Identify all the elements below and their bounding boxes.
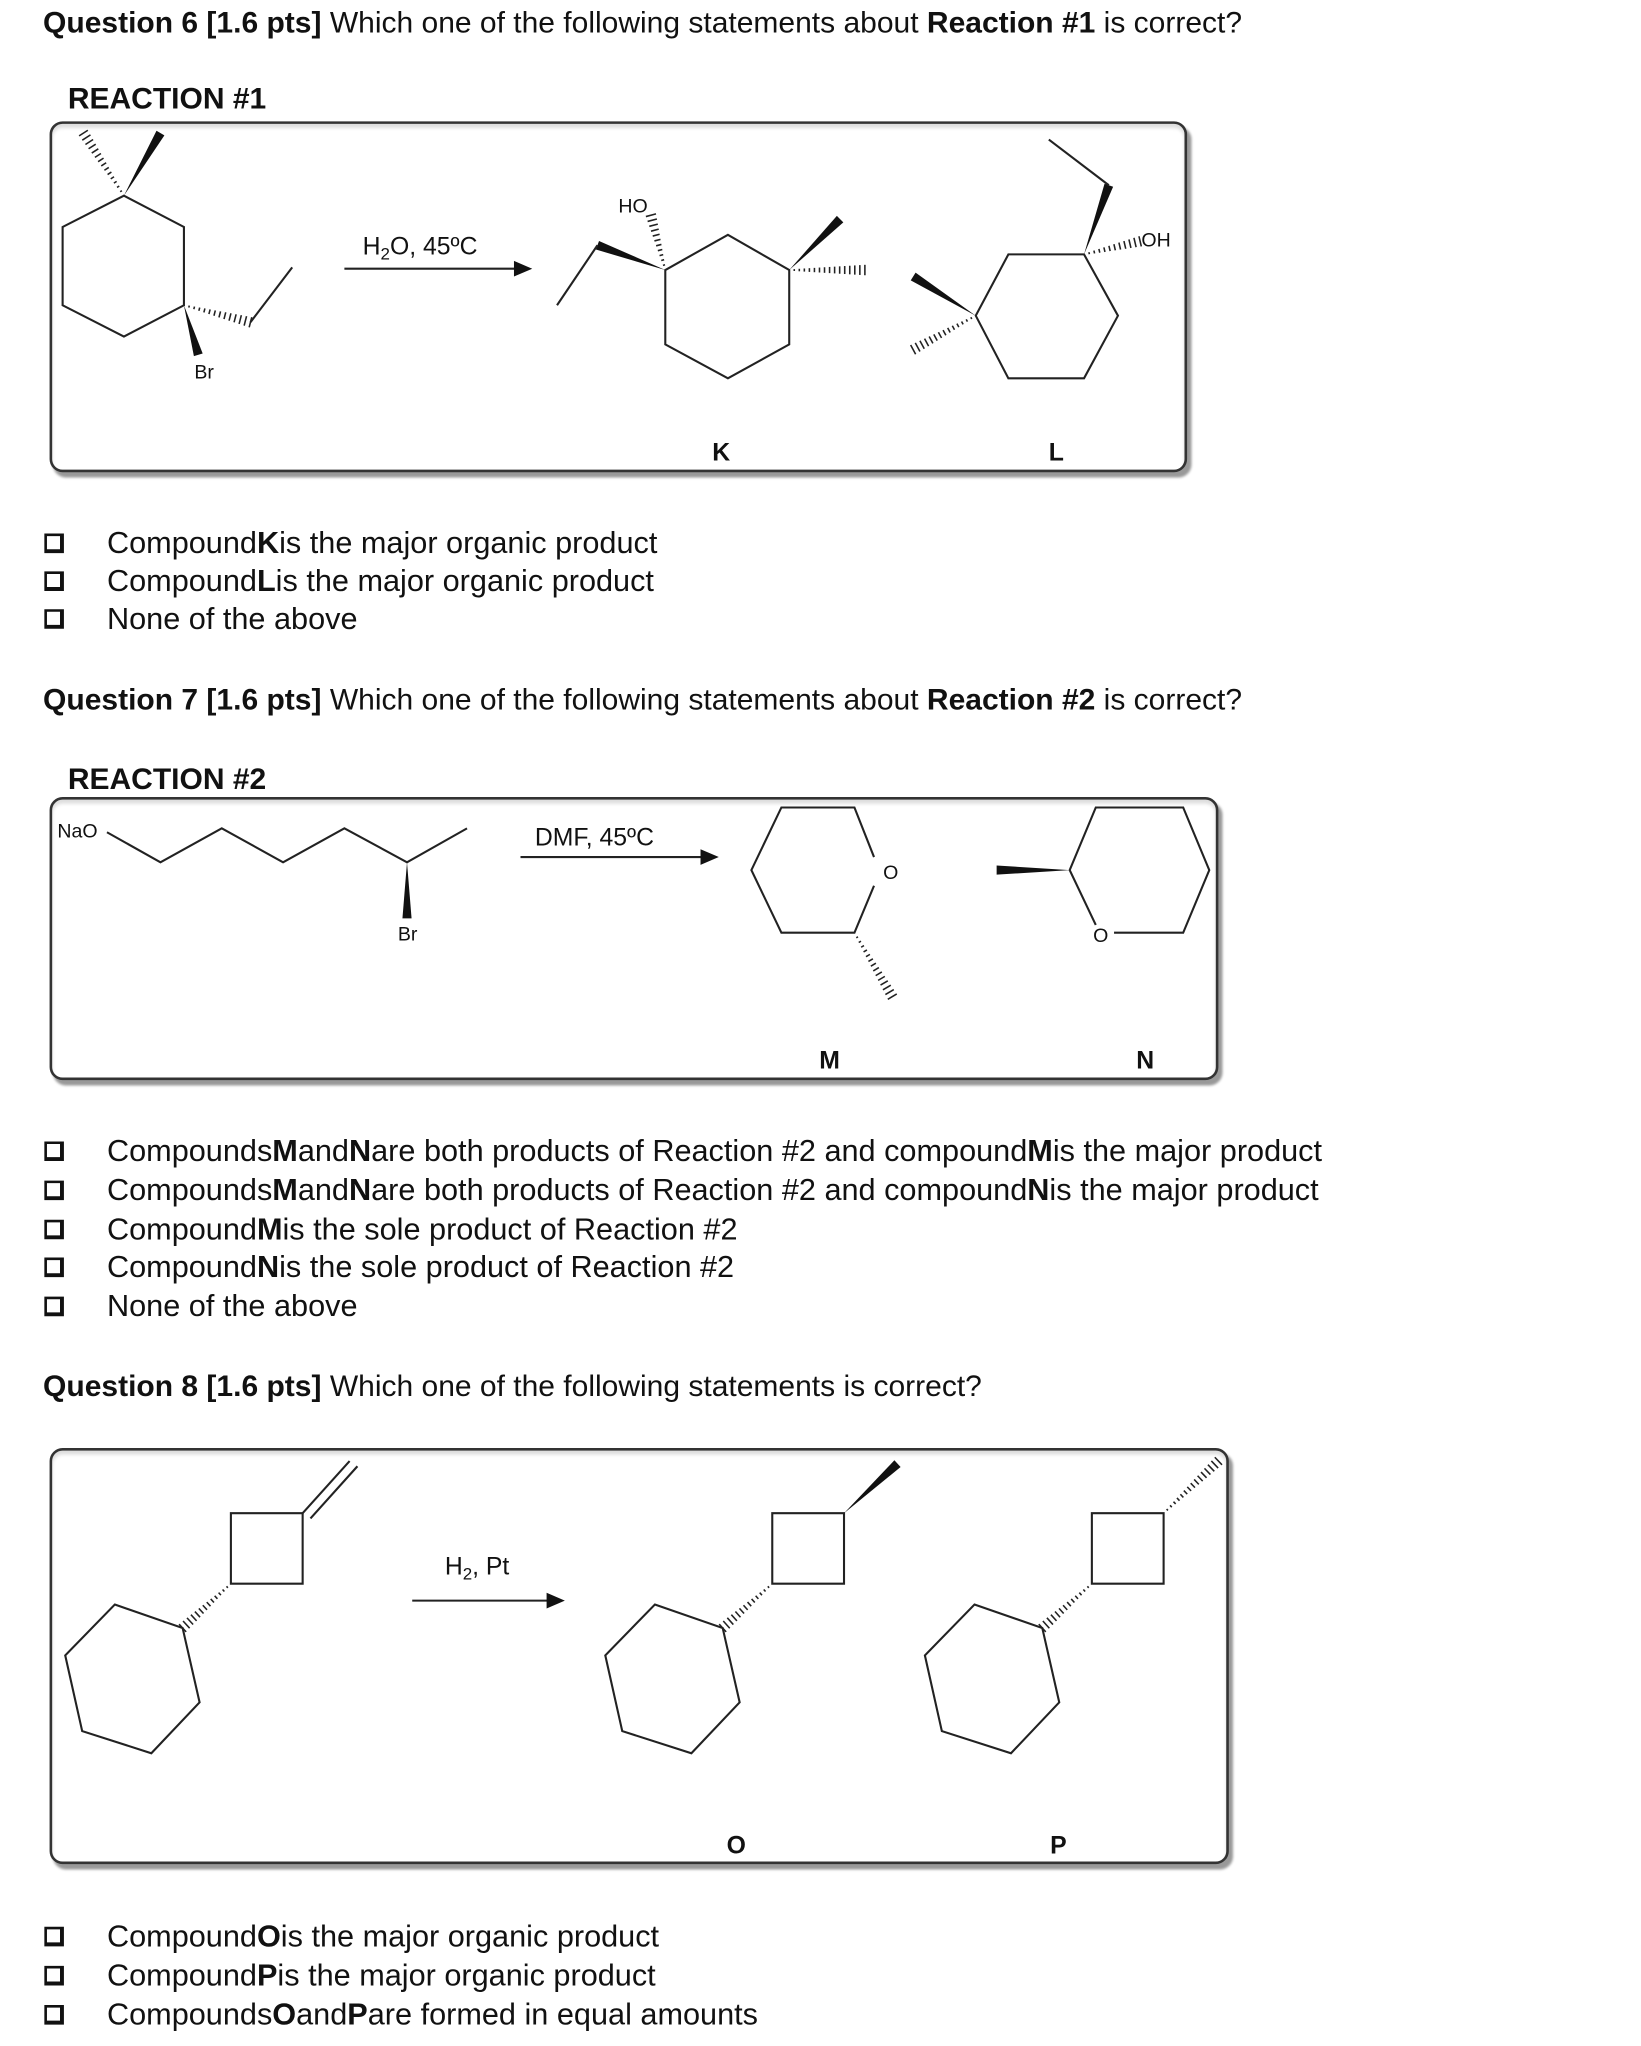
wedge-bond — [124, 131, 164, 196]
wedge-bond — [911, 273, 976, 316]
option-text-bold: O — [256, 1918, 281, 1953]
option-text: and — [297, 1172, 349, 1207]
bromine-label: Br — [194, 361, 214, 384]
question-text: Which one of the following statements is correct? — [321, 1368, 982, 1403]
question-number: Question 6 [1.6 pts] — [43, 5, 322, 40]
option-text: Compound — [106, 1211, 257, 1246]
hash-bond — [719, 1586, 769, 1632]
q6-option-2[interactable] — [44, 564, 654, 599]
q6-option-1[interactable] — [44, 526, 657, 561]
checkbox[interactable] — [44, 609, 64, 629]
checkbox[interactable] — [44, 1220, 64, 1240]
q8-option-2[interactable] — [44, 1958, 655, 1993]
compound-m-structure — [751, 807, 898, 999]
option-text: is the major product — [1049, 1172, 1319, 1207]
option-text: Compounds — [106, 1133, 273, 1168]
question-7-heading — [43, 682, 1242, 717]
question-6-heading — [43, 5, 1242, 40]
reaction-2-drawing — [52, 800, 1218, 1080]
question-number: Question 7 [1.6 pts] — [43, 682, 322, 717]
q7-option-1[interactable] — [44, 1134, 1322, 1169]
option-text-bold: O — [272, 1997, 297, 2032]
reaction-arrow — [520, 824, 718, 865]
oxygen-label: O — [1093, 924, 1109, 947]
compound-k-structure — [557, 196, 865, 379]
option-text-bold: P — [347, 1997, 368, 2032]
option-text-bold: N — [256, 1249, 280, 1284]
compound-p-label: P — [1050, 1832, 1067, 1860]
option-text: Compounds — [106, 1172, 273, 1207]
reaction-1-scheme — [50, 121, 1188, 472]
reaction-1-drawing — [52, 124, 1187, 472]
option-text-bold: L — [256, 563, 276, 598]
reaction-conditions: $H_2$, Pt — [444, 1553, 510, 1584]
option-text-bold: K — [256, 525, 280, 560]
hash-bond — [179, 1586, 228, 1632]
option-text: are formed in equal amounts — [367, 1997, 758, 2032]
checkbox[interactable] — [44, 1297, 64, 1317]
compound-n-label: N — [1136, 1047, 1155, 1075]
compound-p-structure — [925, 1457, 1222, 1753]
option-text: Compound — [106, 563, 257, 598]
question-text: is correct? — [1095, 682, 1243, 717]
hash-bond — [1167, 1457, 1222, 1510]
compound-m-label: M — [819, 1047, 840, 1075]
option-text: and — [296, 1997, 348, 2032]
option-text-bold: N — [348, 1133, 372, 1168]
oxygen-label: O — [883, 862, 899, 885]
hash-bond — [1039, 1586, 1089, 1632]
option-text: is the major organic product — [280, 1918, 660, 1953]
reaction-arrow — [412, 1554, 565, 1609]
sodium-alkoxide-label: NaO — [57, 820, 98, 843]
option-text: Compound — [106, 1918, 257, 1953]
compound-o-structure — [605, 1460, 900, 1753]
compound-o-label: O — [726, 1832, 746, 1860]
reaction-3-scheme — [50, 1448, 1229, 1864]
option-text: None of the above — [106, 601, 358, 636]
option-text-bold: M — [1027, 1133, 1053, 1168]
starting-material-2-structure — [57, 820, 467, 945]
hash-bond — [794, 265, 865, 275]
checkbox[interactable] — [44, 1966, 64, 1986]
q7-option-2[interactable] — [44, 1173, 1318, 1208]
option-text: are both products of Reaction #2 and compound — [371, 1172, 1028, 1207]
q8-option-1[interactable] — [44, 1919, 659, 1954]
hash-bond — [1089, 236, 1141, 254]
checkbox[interactable] — [44, 571, 64, 591]
option-text: Compound — [106, 1249, 257, 1284]
reaction-3-drawing — [52, 1451, 1229, 1865]
question-text-bold: Reaction #2 — [926, 682, 1096, 717]
option-text: and — [297, 1133, 349, 1168]
reaction-arrow — [344, 233, 532, 276]
option-text: is the major organic product — [275, 563, 654, 598]
compound-l-label: L — [1048, 439, 1064, 467]
wedge-bond — [402, 862, 411, 918]
option-text: is the major product — [1052, 1133, 1323, 1168]
option-text: Compound — [106, 1958, 257, 1992]
option-text: are both products of Reaction #2 and compound — [371, 1133, 1028, 1168]
hash-bond — [856, 937, 896, 1000]
option-text: None of the above — [106, 1288, 358, 1323]
hydroxyl-label: HO — [618, 195, 648, 218]
reaction-conditions: DMF, 45ºC — [534, 824, 654, 852]
starting-material-1-structure — [63, 130, 293, 383]
checkbox[interactable] — [44, 1927, 64, 1947]
option-text-bold: N — [1027, 1172, 1050, 1207]
q8-option-3[interactable] — [44, 1997, 758, 2032]
wedge-bond — [789, 216, 843, 270]
option-text: is the sole product of Reaction #2 — [282, 1211, 738, 1246]
q6-option-3[interactable] — [44, 601, 357, 636]
option-text-bold: P — [256, 1958, 278, 1992]
q7-option-5[interactable] — [44, 1289, 357, 1324]
bromine-label: Br — [397, 923, 418, 946]
option-text: is the major organic product — [279, 525, 658, 560]
wedge-bond — [184, 305, 203, 356]
reaction-conditions: $H_2O$, 45ºC — [362, 233, 478, 264]
compound-l-structure — [911, 140, 1171, 379]
starting-material-3-structure — [65, 1461, 357, 1753]
option-text-bold: M — [272, 1172, 298, 1207]
compound-n-structure — [997, 807, 1210, 946]
hydroxyl-label: OH — [1141, 229, 1171, 252]
checkbox[interactable] — [44, 534, 64, 554]
question-number: Question 8 [1.6 pts] — [43, 1368, 322, 1403]
wedge-bond — [844, 1460, 901, 1513]
option-text: Compounds — [106, 1997, 273, 2032]
hash-bond — [79, 130, 122, 192]
question-8-heading — [43, 1368, 982, 1403]
question-text: Which one of the following statements about — [321, 682, 927, 717]
checkbox[interactable] — [44, 1181, 64, 1201]
question-text: Which one of the following statements about — [321, 5, 927, 40]
reaction-1-title: REACTION #1 — [67, 80, 267, 115]
option-text: is the major organic product — [277, 1958, 656, 1992]
compound-k-label: K — [712, 439, 731, 467]
option-text: Compound — [106, 525, 257, 560]
checkbox[interactable] — [44, 1141, 64, 1161]
option-text-bold: M — [272, 1133, 298, 1168]
checkbox[interactable] — [44, 1258, 64, 1278]
hash-bond — [646, 214, 665, 265]
wedge-bond — [1084, 184, 1113, 255]
question-text: is correct? — [1095, 5, 1243, 40]
reaction-2-title: REACTION #2 — [67, 761, 267, 796]
checkbox[interactable] — [44, 2005, 64, 2025]
question-text-bold: Reaction #1 — [926, 5, 1096, 40]
q7-option-3[interactable] — [44, 1212, 737, 1247]
hash-bond — [189, 306, 252, 328]
wedge-bond — [596, 241, 665, 270]
wedge-bond — [997, 866, 1070, 875]
reaction-2-scheme — [50, 797, 1219, 1080]
option-text: is the sole product of Reaction #2 — [279, 1249, 735, 1284]
option-text-bold: N — [348, 1172, 372, 1207]
q7-option-4[interactable] — [44, 1250, 734, 1285]
hash-bond — [911, 317, 972, 354]
option-text-bold: M — [256, 1211, 283, 1246]
